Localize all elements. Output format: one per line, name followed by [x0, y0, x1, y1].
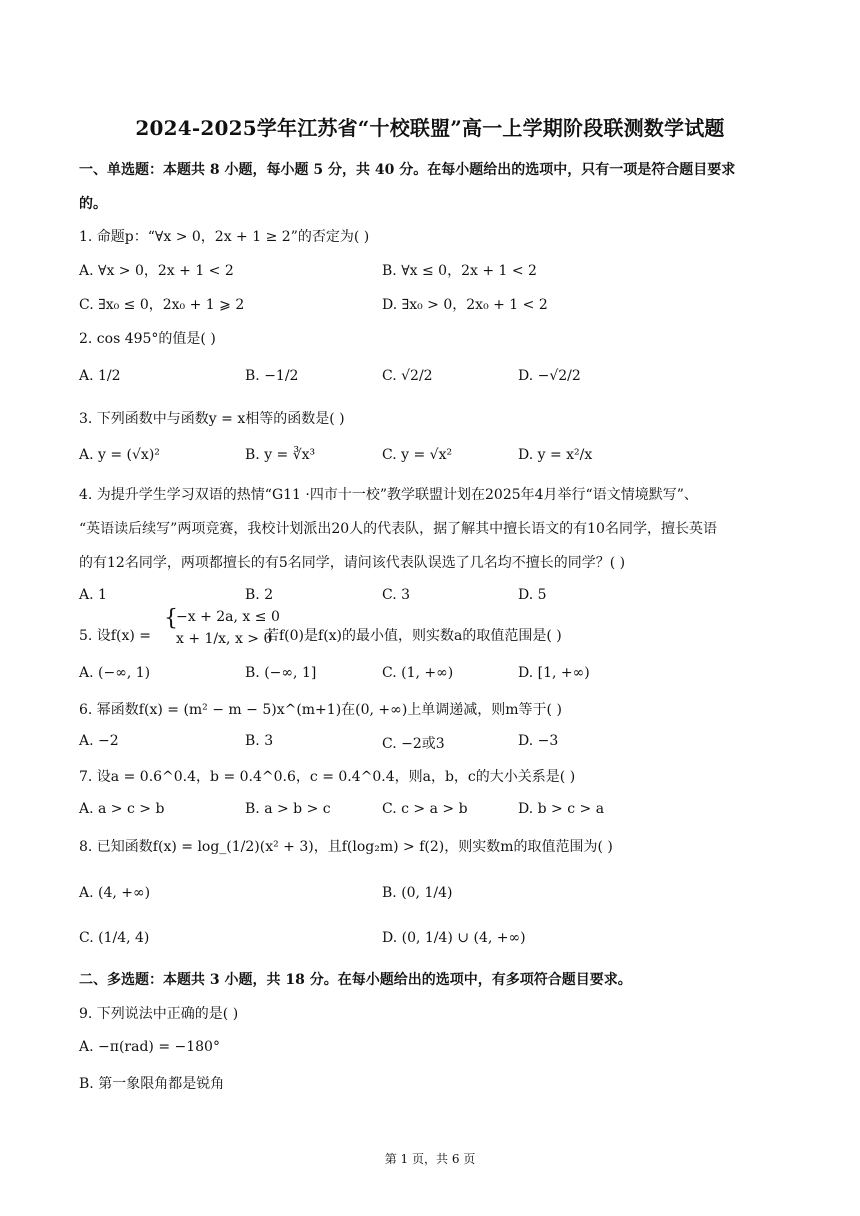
q7-option-a: A. a > c > b: [79, 801, 165, 817]
q7-stem: 7. 设a = 0.6^0.4，b = 0.4^0.6，c = 0.4^0.4，则a，b，c的大小关系是( ): [79, 769, 576, 785]
q5-option-d: D. [1, +∞): [518, 665, 590, 681]
q6-option-c: C. −2或3: [382, 736, 445, 752]
q1-option-b: B. ∀x ≤ 0，2x + 1 < 2: [382, 263, 537, 279]
q3-option-c: C. y = √x²: [382, 447, 453, 463]
q3-option-d: D. y = x²/x: [518, 447, 593, 463]
q3-stem: 3. 下列函数中与函数y = x相等的函数是( ): [79, 411, 345, 427]
q8-option-a: A. (4, +∞): [79, 885, 151, 901]
q5-stem-suffix: 若f(0)是f(x)的最小值，则实数a的取值范围是( ): [265, 628, 562, 644]
q4-option-a: A. 1: [79, 587, 107, 603]
q1-option-c: C. ∃x₀ ≤ 0，2x₀ + 1 ⩾ 2: [79, 297, 245, 313]
q4-stem-line1: 4. 为提升学生学习双语的热情“G11 ·四市十一校”教学联盟计划在2025年4月举行“语文情境默写”、: [79, 487, 698, 503]
section1-header-line1: 一、单选题：本题共 8 小题，每小题 5 分，共 40 分。在每小题给出的选项中，只有一项是符合题目要求: [79, 162, 736, 178]
q5-brace: {: [164, 606, 178, 631]
q5-case2: x + 1/x, x > 0: [176, 631, 273, 647]
q4-stem-line2: “英语读后续写”两项竞赛，我校计划派出20人的代表队，据了解其中擅长语文的有10名同学，擅长英语: [79, 521, 717, 537]
q6-option-a: A. −2: [79, 733, 119, 749]
section1-header-line2: 的。: [79, 196, 107, 212]
q4-stem-line3: 的有12名同学，两项都擅长的有5名同学，请问该代表队误选了几名均不擅长的同学？( ): [79, 555, 626, 571]
q8-stem: 8. 已知函数f(x) = log_(1/2)(x² + 3)，且f(log₂m) > f(2)，则实数m的取值范围为( ): [79, 839, 613, 855]
q4-option-d: D. 5: [518, 587, 547, 603]
q2-option-b: B. −1/2: [245, 368, 299, 384]
q6-option-d: D. −3: [518, 733, 559, 749]
q4-option-b: B. 2: [245, 587, 274, 603]
q9-option-a: A. −π(rad) = −180°: [79, 1039, 220, 1055]
q1-stem: 1. 命题p：“∀x > 0，2x + 1 ≥ 2”的否定为( ): [79, 229, 370, 245]
q3-option-a: A. y = (√x)²: [79, 447, 160, 463]
q1-option-a: A. ∀x > 0，2x + 1 < 2: [79, 263, 234, 279]
q8-option-c: C. (1/4, 4): [79, 930, 150, 946]
q5-case1: −x + 2a, x ≤ 0: [176, 609, 280, 625]
q7-option-d: D. b > c > a: [518, 801, 605, 817]
q9-option-b: B. 第一象限角都是锐角: [79, 1076, 225, 1092]
q2-option-d: D. −√2/2: [518, 368, 581, 384]
q1-option-d: D. ∃x₀ > 0，2x₀ + 1 < 2: [382, 297, 548, 313]
q7-option-b: B. a > b > c: [245, 801, 331, 817]
q7-option-c: C. c > a > b: [382, 801, 468, 817]
q2-option-a: A. 1/2: [79, 368, 121, 384]
q3-option-b: B. y = ∛x³: [245, 447, 316, 463]
q2-stem: 2. cos 495°的值是( ): [79, 331, 216, 347]
q8-option-b: B. (0, 1/4): [382, 885, 453, 901]
page-title: 2024-2025学年江苏省“十校联盟”高一上学期阶段联测数学试题: [135, 116, 725, 140]
q5-option-b: B. (−∞, 1]: [245, 665, 317, 681]
section2-header: 二、多选题：本题共 3 小题，共 18 分。在每小题给出的选项中，有多项符合题目要求。: [79, 972, 632, 988]
q9-stem: 9. 下列说法中正确的是( ): [79, 1006, 239, 1022]
q2-option-c: C. √2/2: [382, 368, 433, 384]
q6-option-b: B. 3: [245, 733, 274, 749]
page-footer: 第 1 页，共 6 页: [384, 1152, 476, 1166]
q6-stem: 6. 幂函数f(x) = (m² − m − 5)x^(m+1)在(0, +∞)上单调递减，则m等于( ): [79, 702, 562, 718]
q5-option-c: C. (1, +∞): [382, 665, 454, 681]
q5-stem-prefix: 5. 设f(x) =: [79, 628, 151, 644]
q5-option-a: A. (−∞, 1): [79, 665, 151, 681]
q4-option-c: C. 3: [382, 587, 411, 603]
q8-option-d: D. (0, 1/4) ∪ (4, +∞): [382, 930, 526, 946]
